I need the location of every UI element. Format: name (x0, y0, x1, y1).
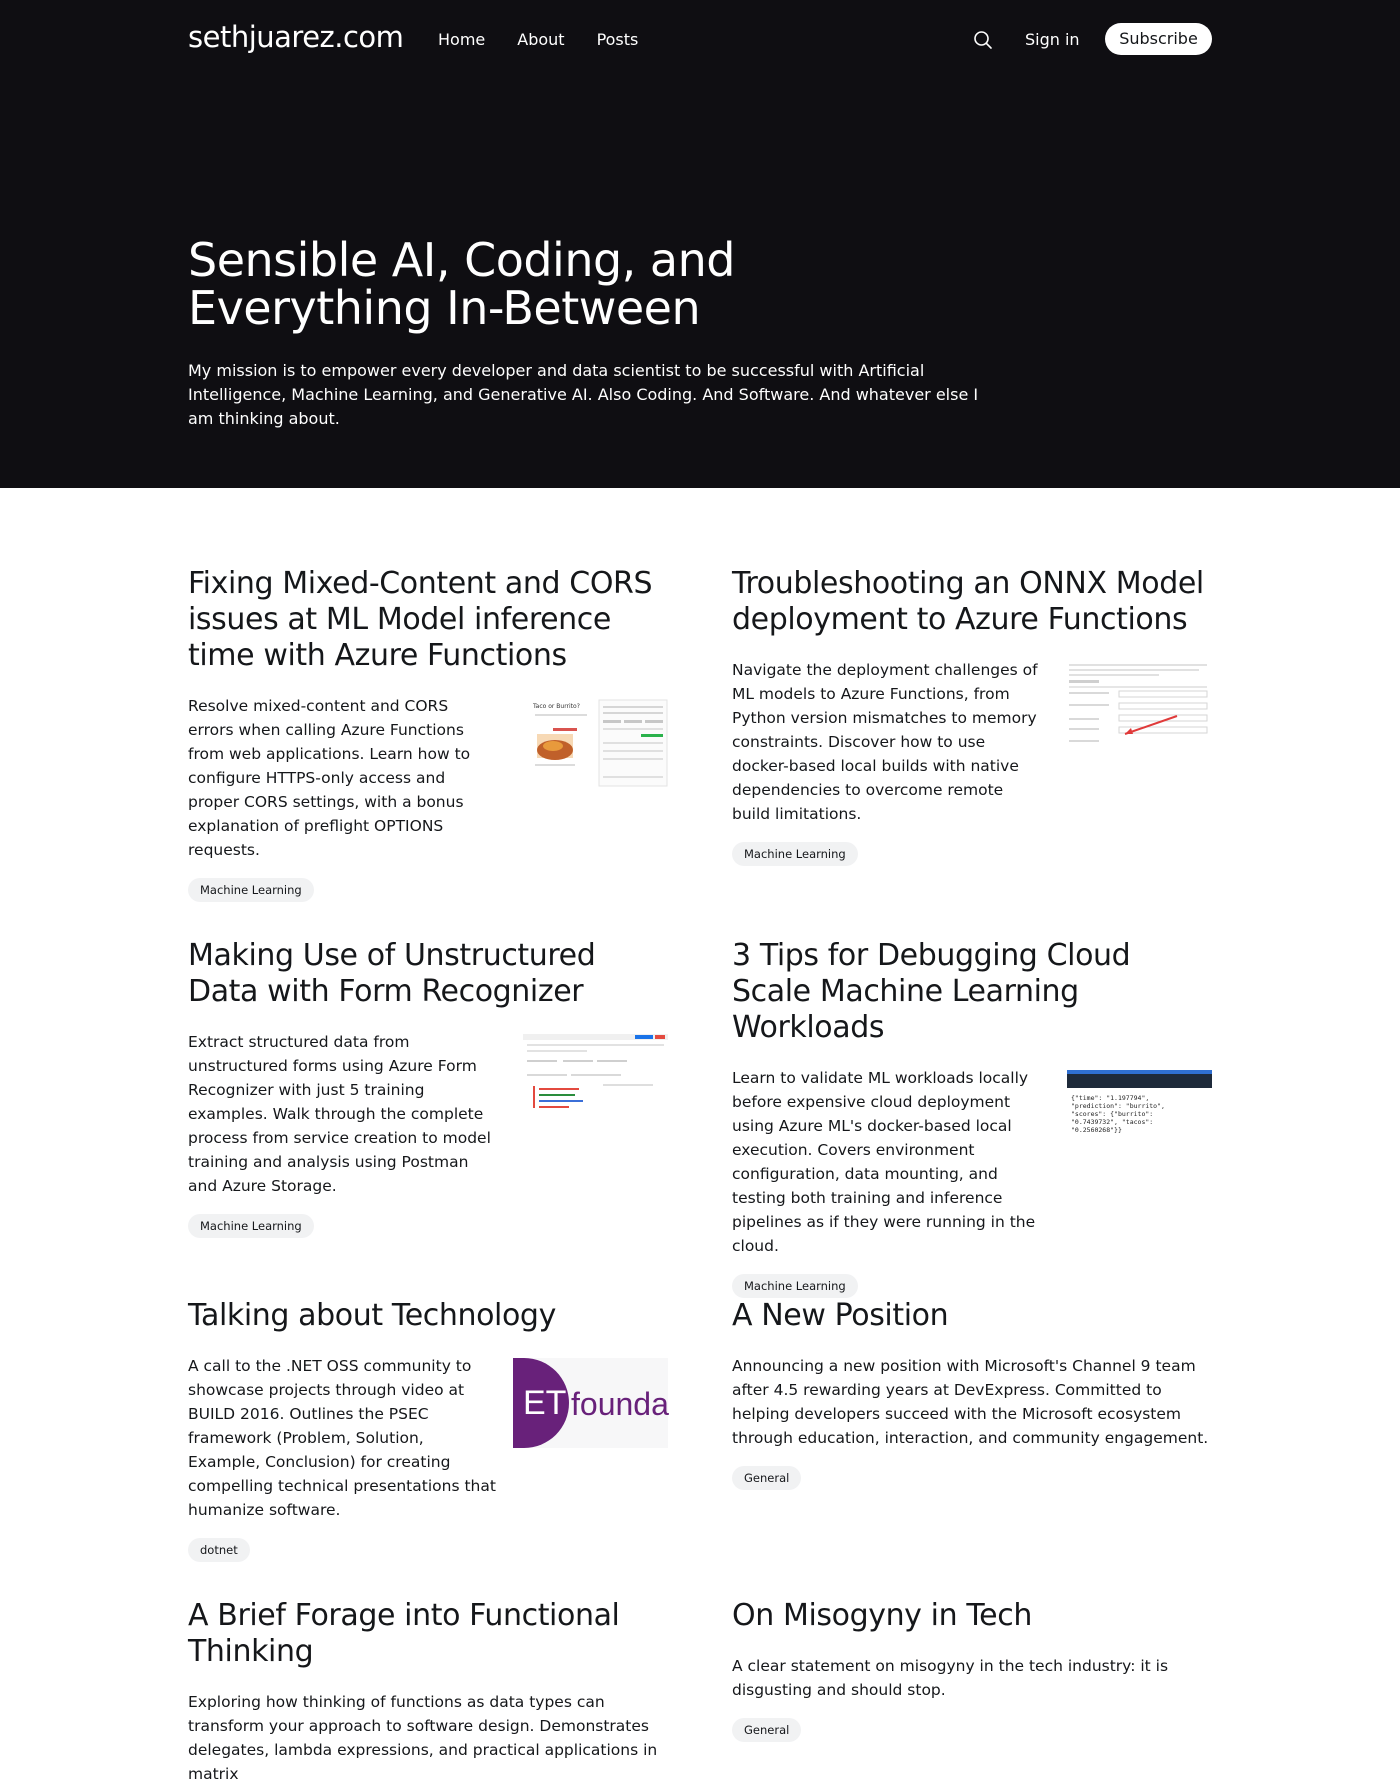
top-navigation (188, 18, 1212, 62)
post-excerpt: Resolve mixed-content and CORS errors when calling Azure Functions from web applications. Learn how to configure HTTPS-only access and proper CORS settings, with a bonus explanation of preflight OPTIONS requests. (188, 697, 471, 859)
post-thumbnail[interactable] (523, 698, 668, 788)
nav-posts[interactable]: Posts (596, 30, 639, 49)
post-title[interactable]: A Brief Forage into Functional Thinking (188, 1598, 620, 1669)
subscribe-button[interactable]: Subscribe (1105, 23, 1212, 55)
hero-description: My mission is to empower every developer and data scientist to be successful with Artificial Intelligence, Machine Learning, and Generative AI. Also Coding. And Software. And whatever else I am thinking about. (188, 361, 979, 428)
post-tag[interactable]: dotnet (188, 1538, 250, 1562)
thumbnail-caption: Taco or Burrito? (533, 703, 580, 710)
post-card (188, 1598, 668, 1786)
post-card (732, 566, 1212, 866)
post-body (732, 1066, 1212, 1258)
post-title[interactable]: Fixing Mixed-Content and CORS issues at ML Model inference time with Azure Functions (188, 566, 653, 673)
post-thumbnail[interactable] (1067, 1070, 1212, 1148)
post-card (188, 938, 668, 1238)
post-tag[interactable]: Machine Learning (188, 878, 314, 902)
post-excerpt: Learn to validate ML workloads locally before expensive cloud deployment using Azure ML's docker-based local execution. Covers environment configuration, data mounting, and testing both training and inference pipelines as if they were running in the cloud. (732, 1069, 1036, 1255)
post-card (188, 566, 668, 902)
hero-title: Sensible AI, Coding, and Everything In-Between (188, 233, 735, 335)
post-body (188, 694, 668, 862)
post-tag[interactable]: Machine Learning (732, 842, 858, 866)
post-title[interactable]: Talking about Technology (188, 1298, 556, 1333)
post-tag[interactable]: Machine Learning (188, 1214, 314, 1238)
post-thumbnail[interactable] (1067, 662, 1212, 752)
search-icon[interactable] (972, 29, 994, 51)
post-excerpt: Exploring how thinking of functions as data types can transform your approach to software design. Demonstrates delegates, lambda expressions, and practical applications in matrix (188, 1693, 658, 1783)
thumbnail-logo-text: founda (571, 1386, 669, 1422)
post-card (732, 1598, 1212, 1742)
post-tag[interactable]: Machine Learning (732, 1274, 858, 1298)
post-excerpt: Navigate the deployment challenges of ML models to Azure Functions, from Python version mismatches to memory constraints. Discover how to use docker-based local builds with native dependencies to overcome remote build limitations. (732, 661, 1038, 823)
post-body (188, 1690, 668, 1786)
post-body (732, 658, 1212, 826)
post-thumbnail[interactable] (523, 1358, 668, 1448)
nav-home[interactable]: Home (438, 30, 486, 49)
post-excerpt: Announcing a new position with Microsoft's Channel 9 team after 4.5 rewarding years at DevExpress. Committed to helping developers succeed with the Microsoft ecosystem through education, interaction, and community engagement. (732, 1357, 1209, 1447)
post-title[interactable]: Troubleshooting an ONNX Model deployment to Azure Functions (732, 566, 1204, 637)
post-body (188, 1354, 668, 1522)
post-excerpt: A clear statement on misogyny in the tech industry: it is disgusting and should stop. (732, 1657, 1169, 1699)
post-card (188, 1298, 668, 1562)
post-card (732, 938, 1212, 1298)
post-body (188, 1030, 668, 1198)
post-title[interactable]: 3 Tips for Debugging Cloud Scale Machine Learning Workloads (732, 938, 1131, 1045)
post-excerpt: Extract structured data from unstructured forms using Azure Form Recognizer with just 5 training examples. Walk through the complete process from service creation to model training and analysis using Postman and Azure Storage. (188, 1033, 491, 1195)
post-excerpt: A call to the .NET OSS community to showcase projects through video at BUILD 2016. Outlines the PSEC framework (Problem, Solution, Example, Conclusion) for creating compelling technical presentations that humanize software. (188, 1357, 496, 1519)
sign-in-link[interactable]: Sign in (1025, 30, 1080, 49)
thumbnail-code: {"time": "1.197794", "prediction": "burrito", "scores": {"burrito": "0.7439732", "tacos": "0.2560268"}} (1071, 1094, 1165, 1134)
post-title[interactable]: Making Use of Unstructured Data with Form Recognizer (188, 938, 596, 1009)
post-card (732, 1298, 1212, 1490)
site-logo[interactable]: sethjuarez.com (188, 20, 404, 54)
post-body (732, 1654, 1212, 1702)
thumbnail-logo-badge: ET (523, 1384, 567, 1422)
nav-menu (438, 30, 638, 49)
post-title[interactable]: On Misogyny in Tech (732, 1598, 1032, 1633)
post-tag[interactable]: General (732, 1718, 801, 1742)
post-body (732, 1354, 1212, 1450)
post-tag[interactable]: General (732, 1466, 801, 1490)
post-title[interactable]: A New Position (732, 1298, 949, 1333)
site-header (0, 0, 1400, 488)
nav-about[interactable]: About (517, 30, 565, 49)
post-thumbnail[interactable] (523, 1034, 668, 1124)
